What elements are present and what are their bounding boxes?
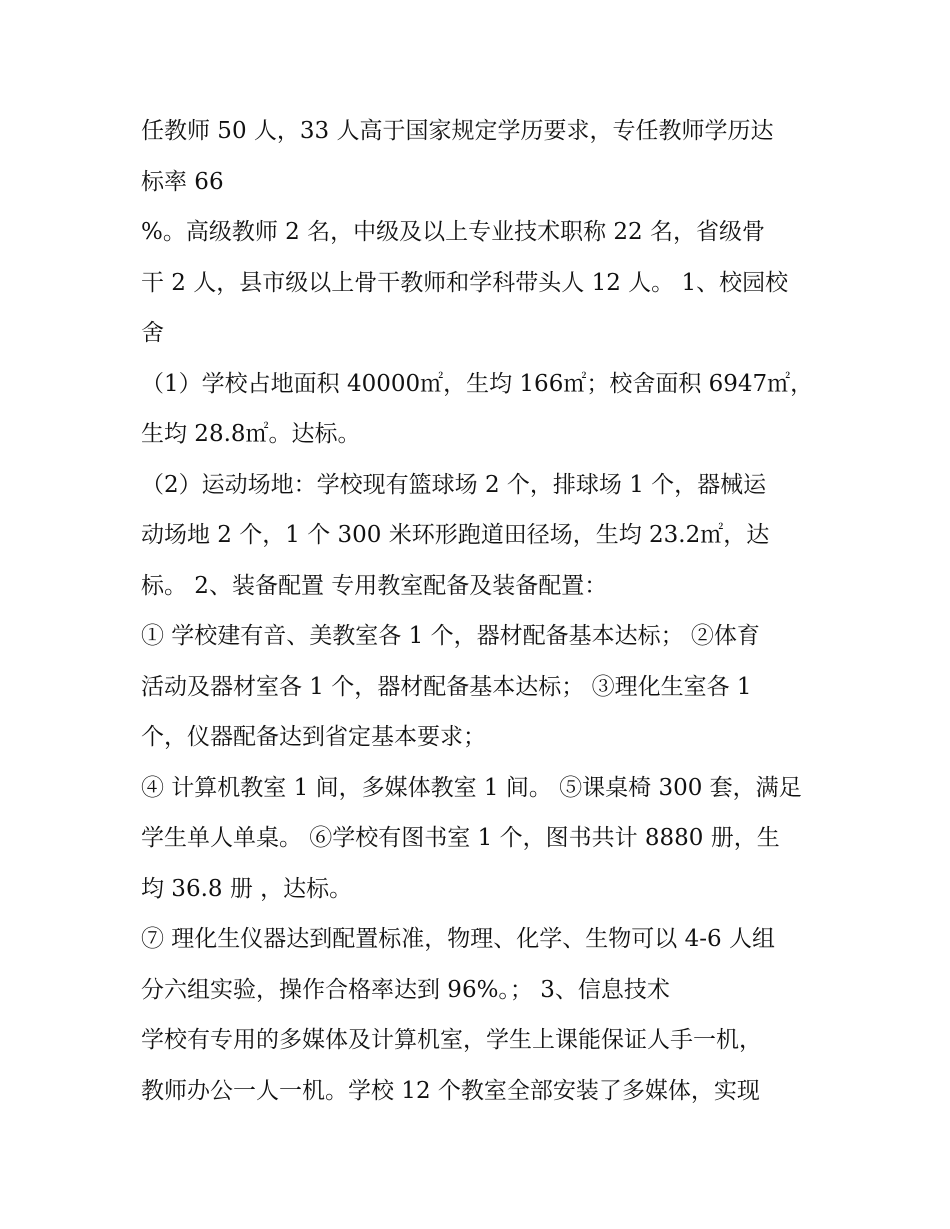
text-line: 学校有专用的多媒体及计算机室，学生上课能保证人手一机，	[141, 1027, 762, 1053]
text-line: （1）学校占地面积 40000㎡，生均 166㎡；校舍面积 6947㎡，	[141, 370, 814, 397]
text-line: 干 2 人，县市级以上骨干教师和学科带头人 12 人。 1、校园校	[141, 269, 789, 296]
text-line: 动场地 2 个，1 个 300 米环形跑道田径场，生均 23.2㎡，达	[141, 522, 770, 548]
text-line: 活动及器材室各 1 个，器材配备基本达标； ③理化生室各 1	[141, 673, 752, 700]
text-line: ④ 计算机教室 1 间，多媒体教室 1 间。 ⑤课桌椅 300 套，满足	[141, 774, 802, 801]
text-line: ① 学校建有音、美教室各 1 个，器材配备基本达标； ②体育	[141, 623, 760, 649]
text-line: 分六组实验，操作合格率达到 96%。； 3、信息技术	[141, 976, 670, 1003]
text-line: 个，仪器配备达到省定基本要求；	[141, 724, 486, 750]
text-line: 标率 66	[141, 168, 224, 195]
text-line: %。高级教师 2 名，中级及以上专业技术职称 22 名，省级骨	[141, 219, 765, 245]
body-text	[141, 106, 821, 1116]
text-line: 舍	[141, 320, 164, 346]
text-line: 任教师 50 人，33 人高于国家规定学历要求，专任教师学历达	[141, 118, 774, 144]
text-line: 标。 2、装备配置 专用教室配备及装备配置：	[141, 572, 608, 599]
text-line: 教师办公一人一机。学校 12 个教室全部安装了多媒体，实现	[141, 1077, 760, 1104]
text-line: 学生单人单桌。 ⑥学校有图书室 1 个，图书共计 8880 册，生	[141, 825, 780, 851]
text-line: ⑦ 理化生仪器达到配置标准，物理、化学、生物可以 4-6 人组	[141, 926, 775, 952]
text-line: （2）运动场地：学校现有篮球场 2 个，排球场 1 个，器械运	[141, 471, 767, 498]
text-line: 均 36.8 册 ，达标。	[141, 875, 353, 902]
text-line: 生均 28.8㎡。达标。	[141, 421, 361, 447]
